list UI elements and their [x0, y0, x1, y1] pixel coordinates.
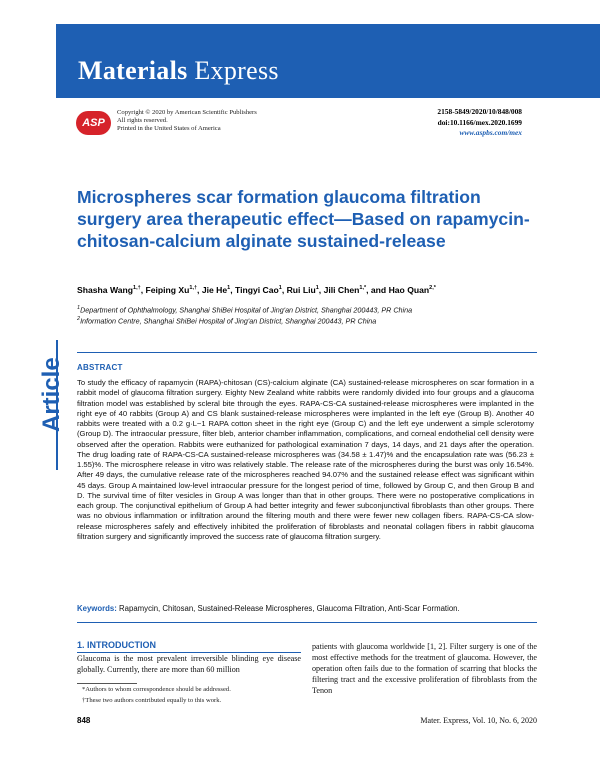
copyright-block	[117, 109, 257, 134]
heading-rule	[77, 652, 301, 653]
abstract-bottom-rule	[77, 622, 537, 623]
affiliation-1: $^1$Department of Ophthalmology, Shanghai ShiBei Hospital of Jing'an District, Shanghai 200443, PR China	[77, 305, 413, 315]
abstract-text: To study the efficacy of rapamycin (RAPA)-chitosan (CS)-calcium alginate (CA) sustained-release microspheres on scar formation in a rabbit model of glaucoma filtration surgery. Eighty New Zealand white rabbits were randomly divided into four groups and a glaucoma filtration model was established by scleral bite through the eyes. RAPA-CS-CA sustained-release microspheres were implanted in the right eye of 40 rabbits (Group A) and CS blank sustained-release microspheres were implanted in the left eye (Group B). Another 40 rabbits were treated with a 0.2 g·L−1 RAPA cotton sheet in the right eye (Group C) and the left eye underwent a simple sclerotomy (Group D). The intraocular pressure, filter bleb, anterior chamber inflammation, complications, and corneal endothelial cell density were observed after the operation. Rabbits were euthanized for pathological examination 7 days, 14 days, and 21 days after the operation. The drug loading rate of RAPA-CS-CA sustained-release microspheres was (34.58 ± 1.47)% and the encapsulation rate was (56.23 ± 1.55)%. The microsphere release in vitro was relatively stable. The release rate of the microspheres during the burst was only 16.54%. After 49 days, the cumulative release rate of the microspheres reached 94.07% and the sustained release effect was significant within 45 days. Group A maintained low-level intraocular pressure for the longest period of time, followed by Group C, and then Group B and D. The survival time of filter vesicles in Group A was longer than that in other groups. There were no postoperative complications in each group. The conjunctival epithelium of Group A had better integrity and fewer subconjunctival fibroblasts than other groups. There was no obvious inflammation or infiltration around the filtering mouth and there were fewer new collagen fibers. RAPA-CS-CA slow-release microspheres safely and effectively inhibited the proliferation of fibroblasts and neonatal collagen fibers in rabbit glaucoma filtration surgery and significantly improved the success rate of glaucoma filtration surgery.	[77, 378, 534, 541]
author-list: Shasha Wang$^{1,\dagger}$, Feiping $Xu^{1,\dagger}$, Jie He$^1$, Tingyi Cao$^1$, Rui Liu$^1$, Jili Chen$^{1,*}$, and Hao Quan$^{2,*}$	[77, 285, 436, 295]
footnote-correspondence: *Authors to whom correspondence should be addressed.	[82, 686, 231, 693]
affiliation-2: $^2$Information Centre, Shanghai ShiBei Hospital of Jing'an District, Shanghai 200443, PR China	[77, 316, 377, 326]
page-number: 848	[77, 716, 91, 725]
keywords-text: Rapamycin, Chitosan, Sustained-Release Microspheres, Glaucoma Filtration, Anti-Scar Formation.	[119, 604, 460, 613]
section-label: Article	[38, 357, 65, 432]
affiliation-1-text: Department of Ophthalmology, Shanghai ShiBei Hospital of Jing'an District, Shanghai 200443, PR China	[80, 305, 413, 315]
footnote-rule	[77, 683, 137, 684]
affiliation-2-text: Information Centre, Shanghai ShiBei Hospital of Jing'an District, Shanghai 200443, PR China	[80, 316, 377, 326]
article-title: Microspheres scar formation glaucoma filtration surgery area therapeutic effect—Based on rapamycin-chitosan-calcium alginate sustained-release	[77, 187, 530, 251]
journal-name-bold: Materials	[78, 56, 188, 85]
journal-citation: Mater. Express, Vol. 10, No. 6, 2020	[420, 716, 537, 725]
footnote-equal-contribution: †These two authors contributed equally to this work.	[82, 697, 222, 704]
intro-text-left-column: Glaucoma is the most prevalent irreversible blinding eye disease globally. Currently, there are more than 60 million	[77, 654, 301, 674]
rights-line: All rights reserved.	[117, 117, 168, 125]
publication-identifiers	[437, 107, 522, 139]
section-heading-introduction: 1. INTRODUCTION	[77, 640, 157, 650]
journal-name-regular: Express	[194, 56, 279, 85]
journal-banner	[56, 24, 600, 98]
issn: 2158-5849/2020/10/848/008	[437, 107, 522, 116]
copyright-line: Copyright © 2020 by American Scientific Publishers	[117, 109, 257, 116]
abstract-heading: ABSTRACT	[77, 363, 123, 372]
publisher-logo: ASP	[76, 111, 111, 135]
keywords-label: Keywords:	[77, 604, 117, 613]
doi-link[interactable]: doi:10.1166/mex.2020.1699	[437, 117, 522, 127]
intro-text-right-column: patients with glaucoma worldwide [1, 2]. Filter surgery is one of the most effective methods for the treatment of glaucoma. However, the operation often fails due to the formation of scarring that blocks the filtering tract and the excessive proliferation of fibroblasts from the Tenon	[312, 642, 537, 696]
journal-name	[78, 56, 279, 86]
keywords	[77, 604, 537, 613]
printed-line: Printed in the United States of America	[117, 125, 221, 133]
journal-website-link[interactable]: www.aspbs.com/mex	[459, 128, 522, 138]
abstract-top-rule	[77, 352, 537, 353]
